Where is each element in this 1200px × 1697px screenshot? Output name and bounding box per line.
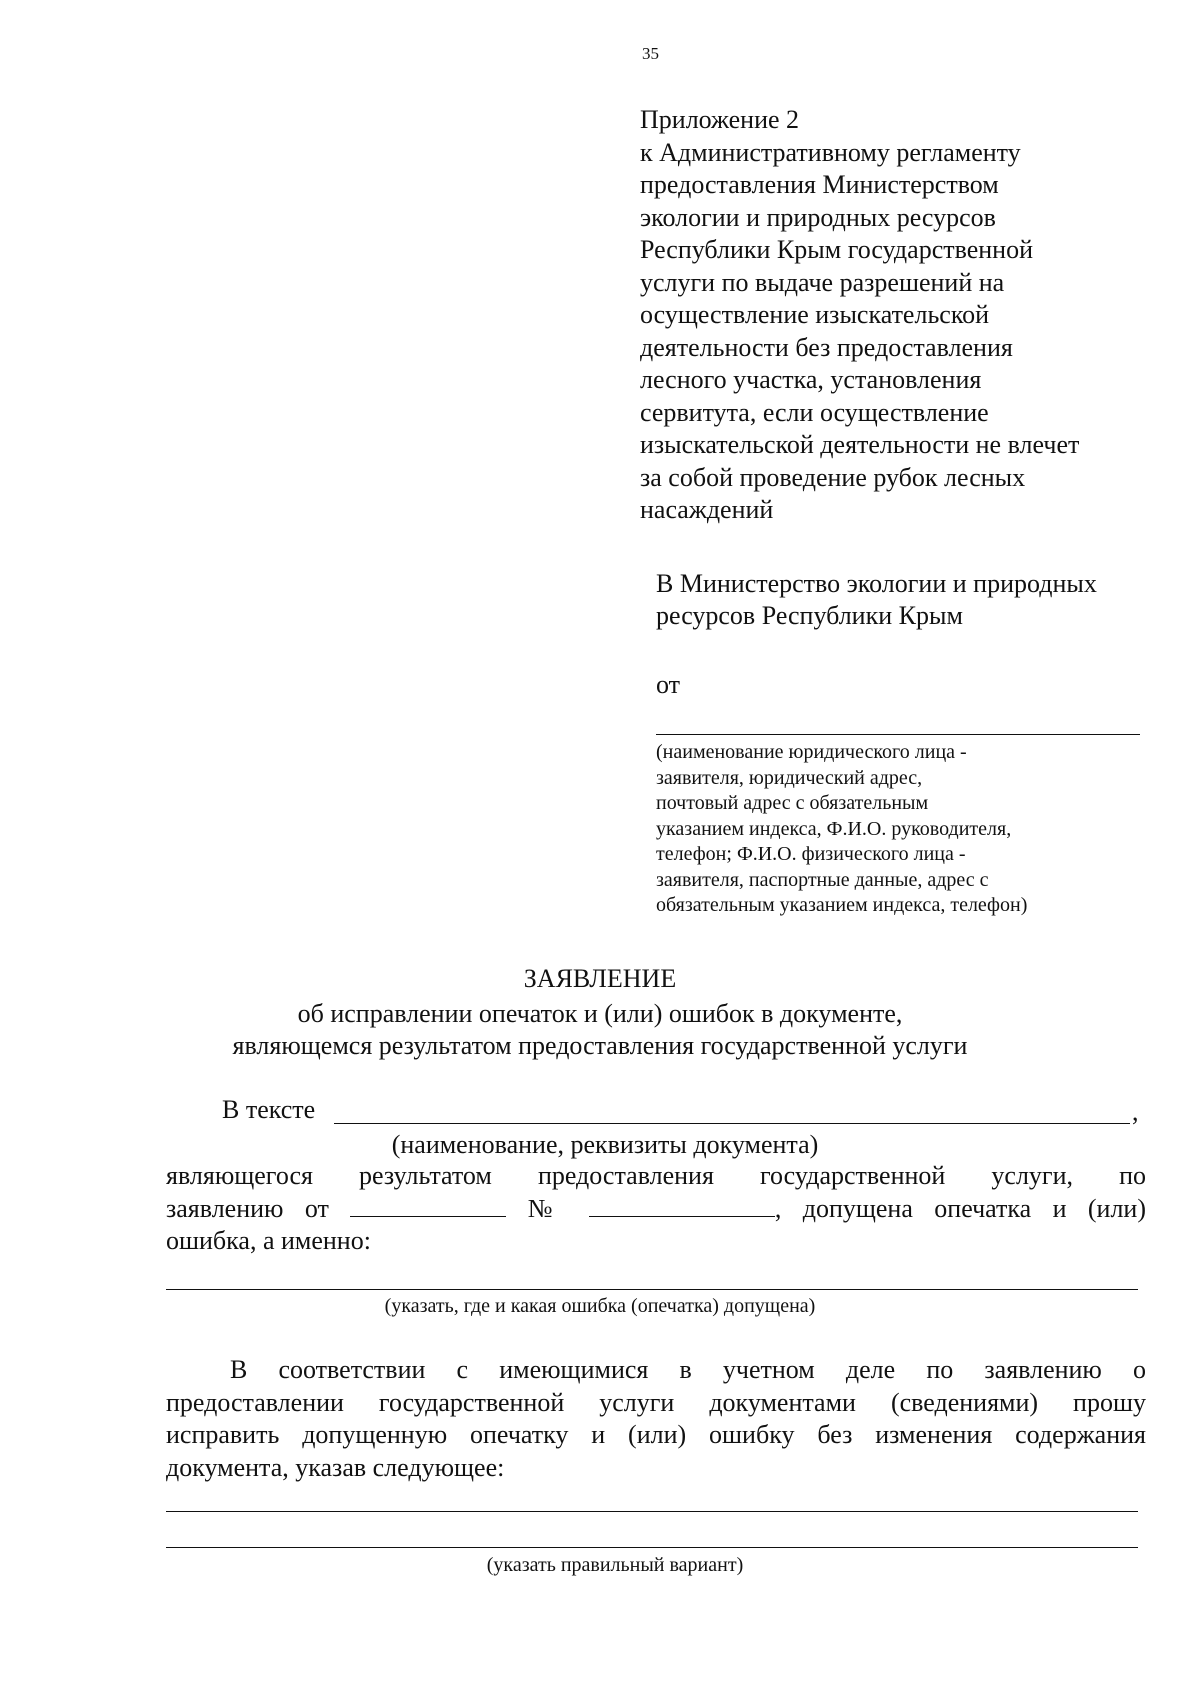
request-paragraph-line: В соответствии с имеющимися в учетном деле по заявлению о	[230, 1355, 1146, 1384]
application-number-input-line[interactable]	[589, 1198, 775, 1217]
error-description-hint: (указать, где и какая ошибка (опечатка) допущена)	[384, 1295, 816, 1317]
applicant-hint-line: обязательным указанием индекса, телефон)	[656, 894, 1028, 916]
number-sign: №	[527, 1194, 568, 1223]
addressee-line: ресурсов Республики Крым	[656, 601, 963, 630]
application-from-label: заявлению от	[166, 1194, 329, 1223]
applicant-hint-line: телефон; Ф.И.О. физического лица -	[656, 843, 966, 865]
appendix-line: осуществление изыскательской	[640, 300, 990, 329]
appendix-line: услуги по выдаче разрешений на	[640, 267, 1005, 297]
request-paragraph-line: исправить допущенную опечатку и (или) ошибку без изменения содержания	[166, 1420, 1146, 1449]
document-subtitle: об исправлении опечаток и (или) ошибок в документе,	[297, 999, 903, 1028]
error-admitted-text: , допущена опечатка и (или)	[774, 1194, 1147, 1223]
correct-variant-input-line[interactable]	[166, 1547, 1138, 1548]
body-row: ошибка, а именно:	[166, 1226, 371, 1255]
document-name-hint: (наименование, реквизиты документа)	[391, 1130, 819, 1159]
appendix-line: лесного участка, установления	[640, 365, 982, 394]
applicant-hint-line: заявителя, паспортные данные, адрес с	[656, 868, 989, 891]
document-name-input-line[interactable]	[334, 1123, 1130, 1124]
in-text-label: В тексте	[222, 1095, 316, 1124]
applicant-input-line[interactable]	[656, 734, 1140, 735]
appendix-line: за собой проведение рубок лесных	[640, 462, 1026, 492]
comma: ,	[1132, 1097, 1139, 1126]
page-number: 35	[642, 44, 659, 63]
appendix-line: экологии и природных ресурсов	[640, 202, 996, 232]
correct-variant-input-line[interactable]	[166, 1511, 1138, 1512]
applicant-hint	[656, 740, 1176, 919]
applicant-hint-line: (наименование юридического лица -	[656, 741, 967, 763]
appendix-line: к Административному регламенту	[640, 137, 1021, 167]
document-title: ЗАЯВЛЕНИЕ	[523, 964, 677, 993]
appendix-line: Приложение 2	[640, 105, 800, 134]
addressee-line: В Министерство экологии и природных	[656, 569, 1097, 598]
body-row: являющегося результатом предоставления государственной услуги, по	[166, 1161, 1146, 1190]
request-paragraph-line: предоставлении государственной услуги документами (сведениями) прошу	[166, 1388, 1146, 1417]
addressee	[656, 568, 1176, 632]
appendix-line: деятельности без предоставления	[640, 332, 1013, 362]
appendix-line: сервитута, если осуществление	[640, 397, 989, 427]
applicant-hint-line: указанием индекса, Ф.И.О. руководителя,	[656, 817, 1012, 840]
document-subtitle: являющемся результатом предоставления государственной услуги	[232, 1031, 968, 1060]
error-description-input-line[interactable]	[166, 1289, 1138, 1290]
appendix-line: предоставления Министерством	[640, 170, 999, 199]
applicant-hint-line: заявителя, юридический адрес,	[656, 766, 923, 789]
appendix-line: насаждений	[640, 495, 774, 524]
correct-variant-hint: (указать правильный вариант)	[486, 1554, 744, 1576]
appendix-header	[640, 104, 1160, 527]
from-label: от	[656, 670, 681, 699]
appendix-line: Республики Крым государственной	[640, 235, 1033, 264]
body-row	[166, 1194, 1146, 1224]
request-paragraph-line: документа, указав следующее:	[166, 1453, 505, 1482]
applicant-hint-line: почтовый адрес с обязательным	[656, 792, 929, 814]
appendix-line: изыскательской деятельности не влечет	[640, 430, 1080, 459]
application-date-input-line[interactable]	[350, 1198, 506, 1217]
